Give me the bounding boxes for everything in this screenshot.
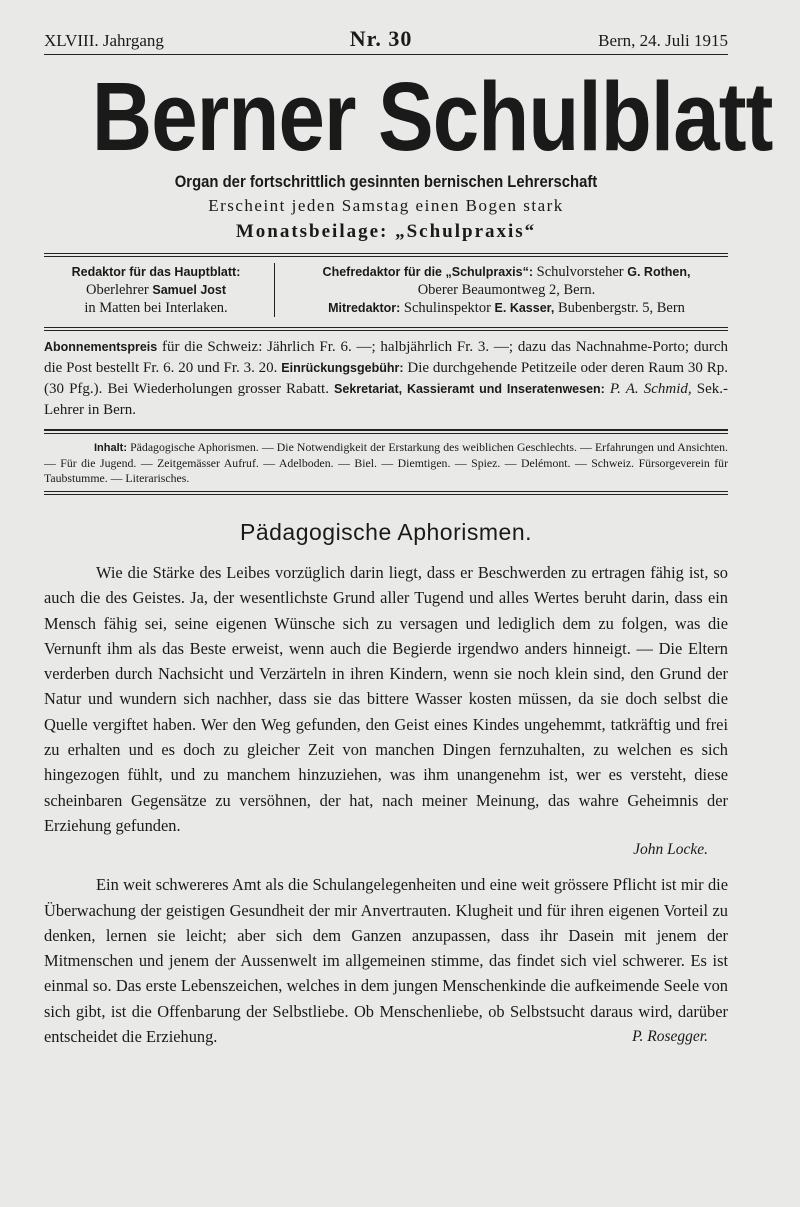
office-name: P. A. Schmid, (604, 381, 692, 397)
main-editor-title: Oberlehrer (85, 282, 153, 298)
article-title: Pädagogische Aphorismen. (239, 519, 533, 545)
co-editor-name: E. Kasser, (494, 301, 555, 315)
fee-label: Einrückungsgebühr: (281, 361, 404, 375)
masthead-title: Berner Schulblatt (91, 62, 773, 171)
masthead-subtitle: Organ der fortschrittlich gesinnten bernischen Lehrerschaft (174, 173, 598, 191)
main-editor (44, 263, 275, 317)
issue-number: Nr. 30 (349, 26, 413, 51)
office-label: Sekretariat, Kassieramt und Inseratenwesen: (334, 382, 605, 396)
paragraph-2: Ein weit schwereres Amt als die Schulangelegenheiten und eine weit grössere Pflicht ist mir die Überwachung der geistigen Gesundheit der mir Anvertrauten. Klugheit und für ihren eigenen Vorteil zu denken, lernen sie leicht; aber sich dem Ganzen anzupassen, dass ihr Dasein mit jenem der Mitmenschen und jenem der Aussenwelt im allgemeinen stimme, das findet sich viel schwerer. Es ist einmal so. Das erste Lebenszeichen, welches in dem jungen Menschenkinde die aufkeimende Seele von sich gibt, ist die Offenbarung der Selbstliebe. Ob Menschenliebe, ob Selbstsucht daraus wird, darüber entscheidet die Erziehung. (44, 875, 728, 1047)
place-date: Bern, 24. Juli 1915 (598, 31, 728, 50)
main-editor-address: in Matten bei Interlaken. (84, 300, 228, 316)
divider (44, 253, 728, 257)
abo-label: Abonnementspreis (44, 340, 158, 354)
signature-rosegger: P. Rosegger. (632, 1028, 708, 1046)
chief-editor (275, 263, 728, 317)
chief-editor-title: Schulvorsteher (533, 264, 628, 280)
divider (44, 429, 728, 434)
chief-editor-label: Chefredaktor für die „Schulpraxis“: (322, 265, 534, 279)
paragraph-1: Wie die Stärke des Leibes vorzüglich darin liegt, dass er Beschwerden zu ertragen fähig ist, so auch die des Geistes. Ja, der wesentlichste Grund aller Tugend und alles Wertes beruht darin, dass ein Mensch fähig sei, seine eigenen Wünsche sich zu versagen und lediglich dem zu folgen, was die Vernunft ihm als das Beste erweist, wenn auch die Begierde irgendwo anders hinneigt. — Die Eltern verderben durch Nachsicht und Verzärteln in ihren Kindern, wenn sie noch klein sind, den Grund der Natur und wundern sich nachher, dass sie das bittere Wasser kosten müssen, da sie doch selbst die Quelle vergiftet haben. Wer den Weg gefunden, den Geist eines Kindes ungehemmt, tatkräftig und frei zu erhalten und es doch zu gleicher Zeit von manchen Dingen fernzuhalten, zu welchen es sich hingezogen fühlt, und zu manchem hinzuziehen, was ihm unangenehm ist, wer es versteht, diese scheinbaren Gegensätze zu versöhnen, der hat, nach meiner Meinung, das wahre Geheimnis der Erziehung gefunden. (44, 563, 728, 835)
volume-label: XLVIII. Jahrgang (44, 31, 164, 50)
divider (44, 491, 728, 495)
chief-editor-address: Oberer Beaumontweg 2, Bern. (417, 282, 596, 298)
article-body (44, 560, 728, 1049)
divider (44, 327, 728, 331)
editors-box (44, 263, 728, 317)
newspaper-page (44, 26, 773, 1049)
issue-line (44, 26, 728, 55)
co-editor-address: Bubenbergstr. 5, Bern (554, 300, 685, 316)
subscription-info (44, 337, 728, 421)
contents-label: Inhalt: (94, 442, 127, 454)
abo-text: für die Schweiz: Jährlich Fr. 6. —; halbjährlich Fr. 3. —; dazu das Nachnahme-Porto; durch die Post bestellt Fr. 6. 20 und Fr. 3. 20. (44, 339, 728, 376)
office-text: Sek.-Lehrer in Bern. (44, 381, 728, 418)
chief-editor-name: G. Rothen, (627, 265, 691, 279)
contents-text: Pädagogische Aphorismen. — Die Notwendigkeit der Erstarkung des weiblichen Geschlechts. — Erfahrungen und Ansichten. — Für die Jugend. — Zeitgemässer Aufruf. — Adelboden. — Biel. — Diemtigen. — Spiez. — Delémont. — Schweiz. Fürsorgeverein für Taubstumme. — Literarisches. (44, 440, 728, 485)
table-of-contents (44, 440, 728, 486)
publication-frequency: Erscheint jeden Samstag einen Bogen stark (208, 196, 564, 215)
fee-text: Die durchgehende Petitzeile oder deren Raum 30 Rp. (30 Pfg.). Bei Wiederholungen grosser Rabatt. (44, 360, 728, 397)
main-editor-name: Samuel Jost (152, 283, 227, 297)
main-editor-label: Redaktor für das Hauptblatt: (71, 265, 241, 279)
co-editor-title: Schulinspektor (400, 300, 495, 316)
co-editor-label: Mitredaktor: (328, 301, 401, 315)
signature-locke: John Locke. (633, 841, 708, 859)
monthly-supplement: Monatsbeilage: „Schulpraxis“ (235, 221, 537, 242)
